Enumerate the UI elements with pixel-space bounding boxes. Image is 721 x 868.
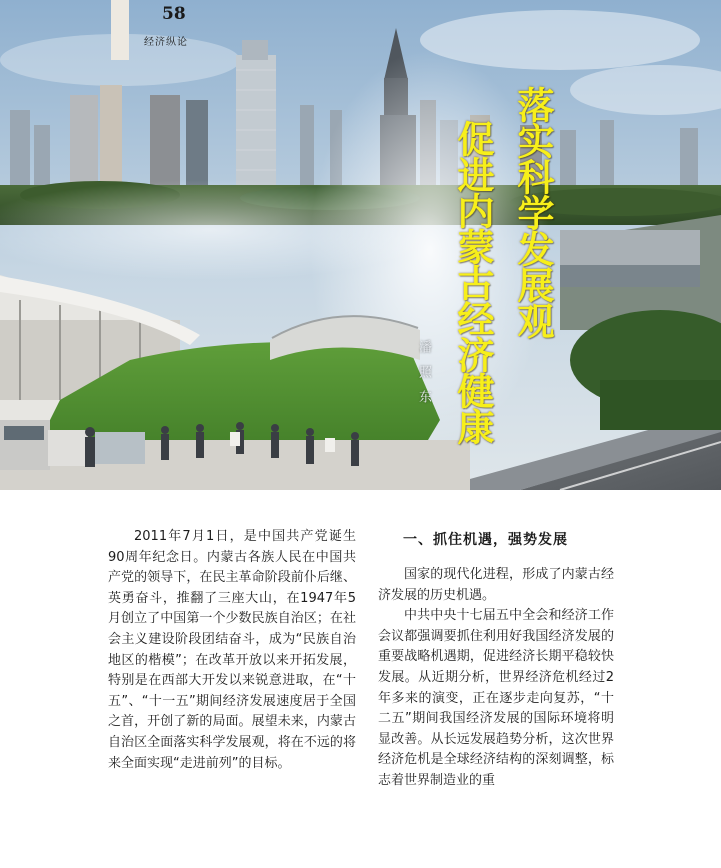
body-paragraph: 中共中央十七届五中全会和经济工作会议都强调要抓住利用好我国经济发展的重要战略机遇期，促进经济长期平稳较快发展。从近期分析，世界经济危机经过2年多来的演变，正在逐步走向复苏，“十二五”期间我国经济发展的国际环境将明显改善。从长远发展趋势分析，这次世界经济危机是全球经济结构的深刻调整，标志着世界制造业的重	[378, 608, 614, 788]
title-line-1: 落实科学发展观	[511, 86, 554, 338]
body-column-left	[108, 527, 356, 774]
body-paragraph: 国家的现代化进程，形成了内蒙古经济发展的历史机遇。	[378, 567, 614, 603]
page-number: 58	[162, 4, 186, 24]
section-heading: 一、抓住机遇，强势发展	[403, 532, 568, 548]
section-label: 经济纵论	[144, 37, 188, 48]
body-paragraph: 2011年7月1日，是中国共产党诞生90周年纪念日。内蒙古各族人民在中国共产党的领导下，在民主革命阶段前仆后继、英勇奋斗，推翻了三座大山，在1947年5月创立了中国第一个少数民族自治区；在社会主义建设阶段团结奋斗，成为“民族自治地区的楷模”；在改革开放以来开拓发展，特别是在西部大开发以来锐意进取，在“十五”、“十一五”期间经济发展速度居于全国之首，开创了新的局面。展望未来，内蒙古自治区全面落实科学发展观，将在不远的将来全面实现“走进前列”的目标。	[108, 529, 356, 771]
author-name: 潘照东	[416, 340, 431, 415]
body-column-right	[378, 565, 614, 792]
magazine-spine-strip	[111, 0, 129, 60]
title-line-2: 促进内蒙古经济健康	[451, 120, 494, 444]
